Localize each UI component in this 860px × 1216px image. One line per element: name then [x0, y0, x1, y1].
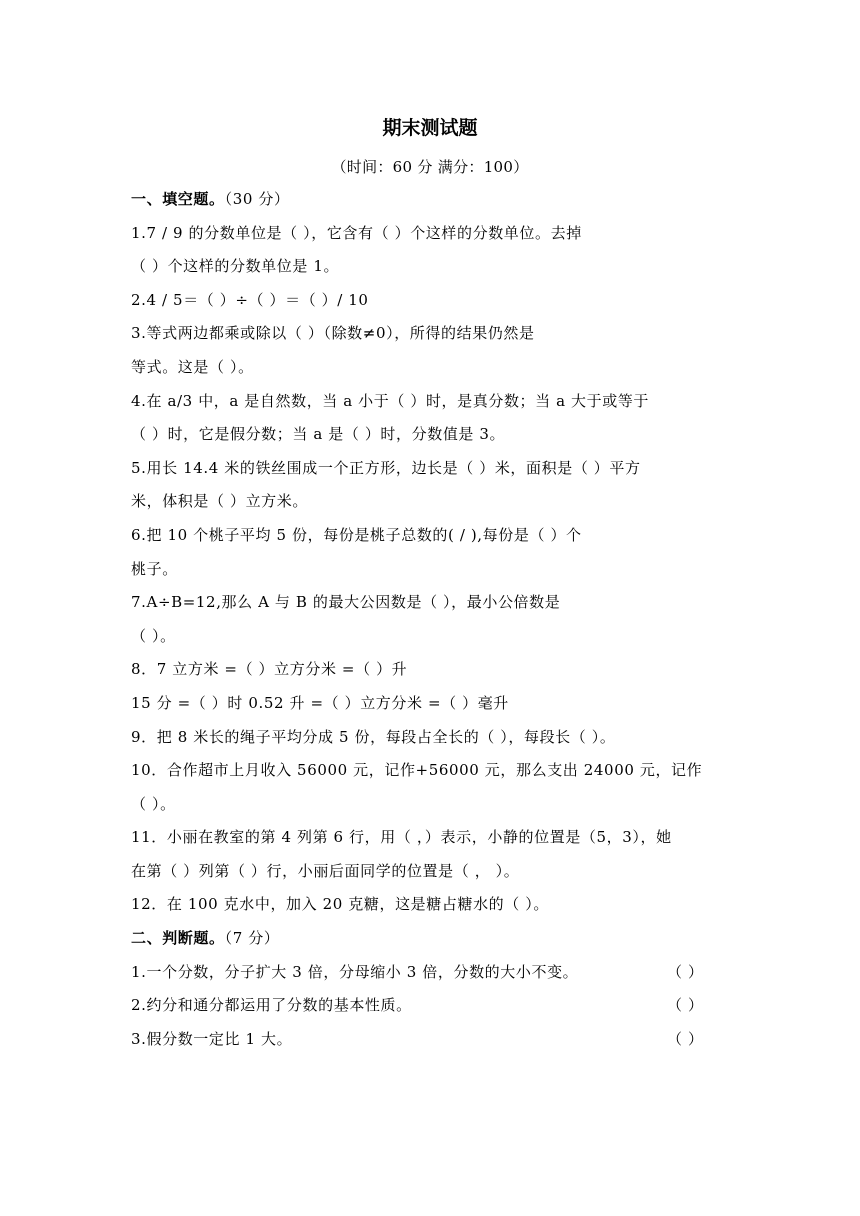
judgement-text: 3.假分数一定比 1 大。: [131, 1029, 293, 1048]
question-line: （ ）时，它是假分数；当 a 是（ ）时，分数值是 3。: [131, 425, 506, 444]
judgement-item: [131, 994, 731, 1016]
page-title: 期末测试题: [382, 117, 478, 139]
answer-bracket: （ ）: [667, 1029, 704, 1048]
page-subtitle: （时间：60 分 满分：100）: [331, 158, 529, 176]
judgement-text: 1.一个分数，分子扩大 3 倍，分母缩小 3 倍，分数的大小不变。: [131, 962, 579, 981]
judgement-item: [131, 961, 731, 983]
section-score: （30 分）: [224, 190, 290, 208]
question-line: 1.7 / 9 的分数单位是（ ），它含有（ ）个这样的分数单位。去掉: [131, 223, 582, 242]
section-heading-fill-in: [131, 188, 731, 210]
judgement-item: [131, 1028, 731, 1050]
question-line: 9．把 8 米长的绳子平均分成 5 份，每段占全长的（ ），每段长（ ）。: [131, 727, 616, 746]
question-line: （ ）。: [131, 626, 176, 645]
section-title: 一、填空题。: [131, 190, 225, 208]
question-line: 在第（ ）列第（ ）行，小丽后面同学的位置是（ ， ）。: [131, 861, 520, 880]
question-line: 10．合作超市上月收入 56000 元，记作+56000 元，那么支出 24000 元，记作: [131, 761, 703, 780]
answer-bracket: （ ）: [667, 996, 704, 1015]
question-line: 11．小丽在教室的第 4 列第 6 行，用（ ，）表示，小静的位置是（5，3），她: [131, 828, 672, 847]
question-line: 6.把 10 个桃子平均 5 份，每份是桃子总数的( / ),每份是（ ）个: [131, 525, 582, 544]
document-body: [131, 188, 731, 1061]
section-heading-judgement: [131, 927, 731, 949]
section-title: 二、判断题。: [131, 929, 225, 948]
question-line: 5.用长 14.4 米的铁丝围成一个正方形，边长是（ ）米，面积是（ ）平方: [131, 458, 641, 477]
question-line: 15 分 =（ ）时 0.52 升 =（ ）立方分米 =（ ）毫升: [131, 693, 509, 712]
judgement-text: 2.约分和通分都运用了分数的基本性质。: [131, 996, 412, 1015]
question-line: 米，体积是（ ）立方米。: [131, 492, 308, 511]
question-line: 2.4 / 5＝（ ）÷（ ）＝（ ）/ 10: [131, 290, 369, 309]
answer-bracket: （ ）: [667, 962, 704, 981]
question-line: 3.等式两边都乘或除以（ ）（除数≠0），所得的结果仍然是: [131, 324, 535, 343]
question-line: 桃子。: [131, 559, 178, 578]
question-line: （ ）。: [131, 794, 176, 813]
question-line: 12．在 100 克水中，加入 20 克糖，这是糖占糖水的（ ）。: [131, 895, 549, 914]
question-line: 7.A÷B=12,那么 A 与 B 的最大公因数是（ ），最小公倍数是: [131, 593, 561, 612]
question-line: 4.在 a/3 中，a 是自然数，当 a 小于（ ）时，是真分数；当 a 大于或等于: [131, 391, 650, 410]
question-line: 等式。这是（ ）。: [131, 357, 254, 376]
question-line: （ ）个这样的分数单位是 1。: [131, 257, 340, 276]
section-score: （7 分）: [224, 929, 280, 948]
question-line: 8．7 立方米 =（ ）立方分米 =（ ）升: [131, 660, 408, 679]
